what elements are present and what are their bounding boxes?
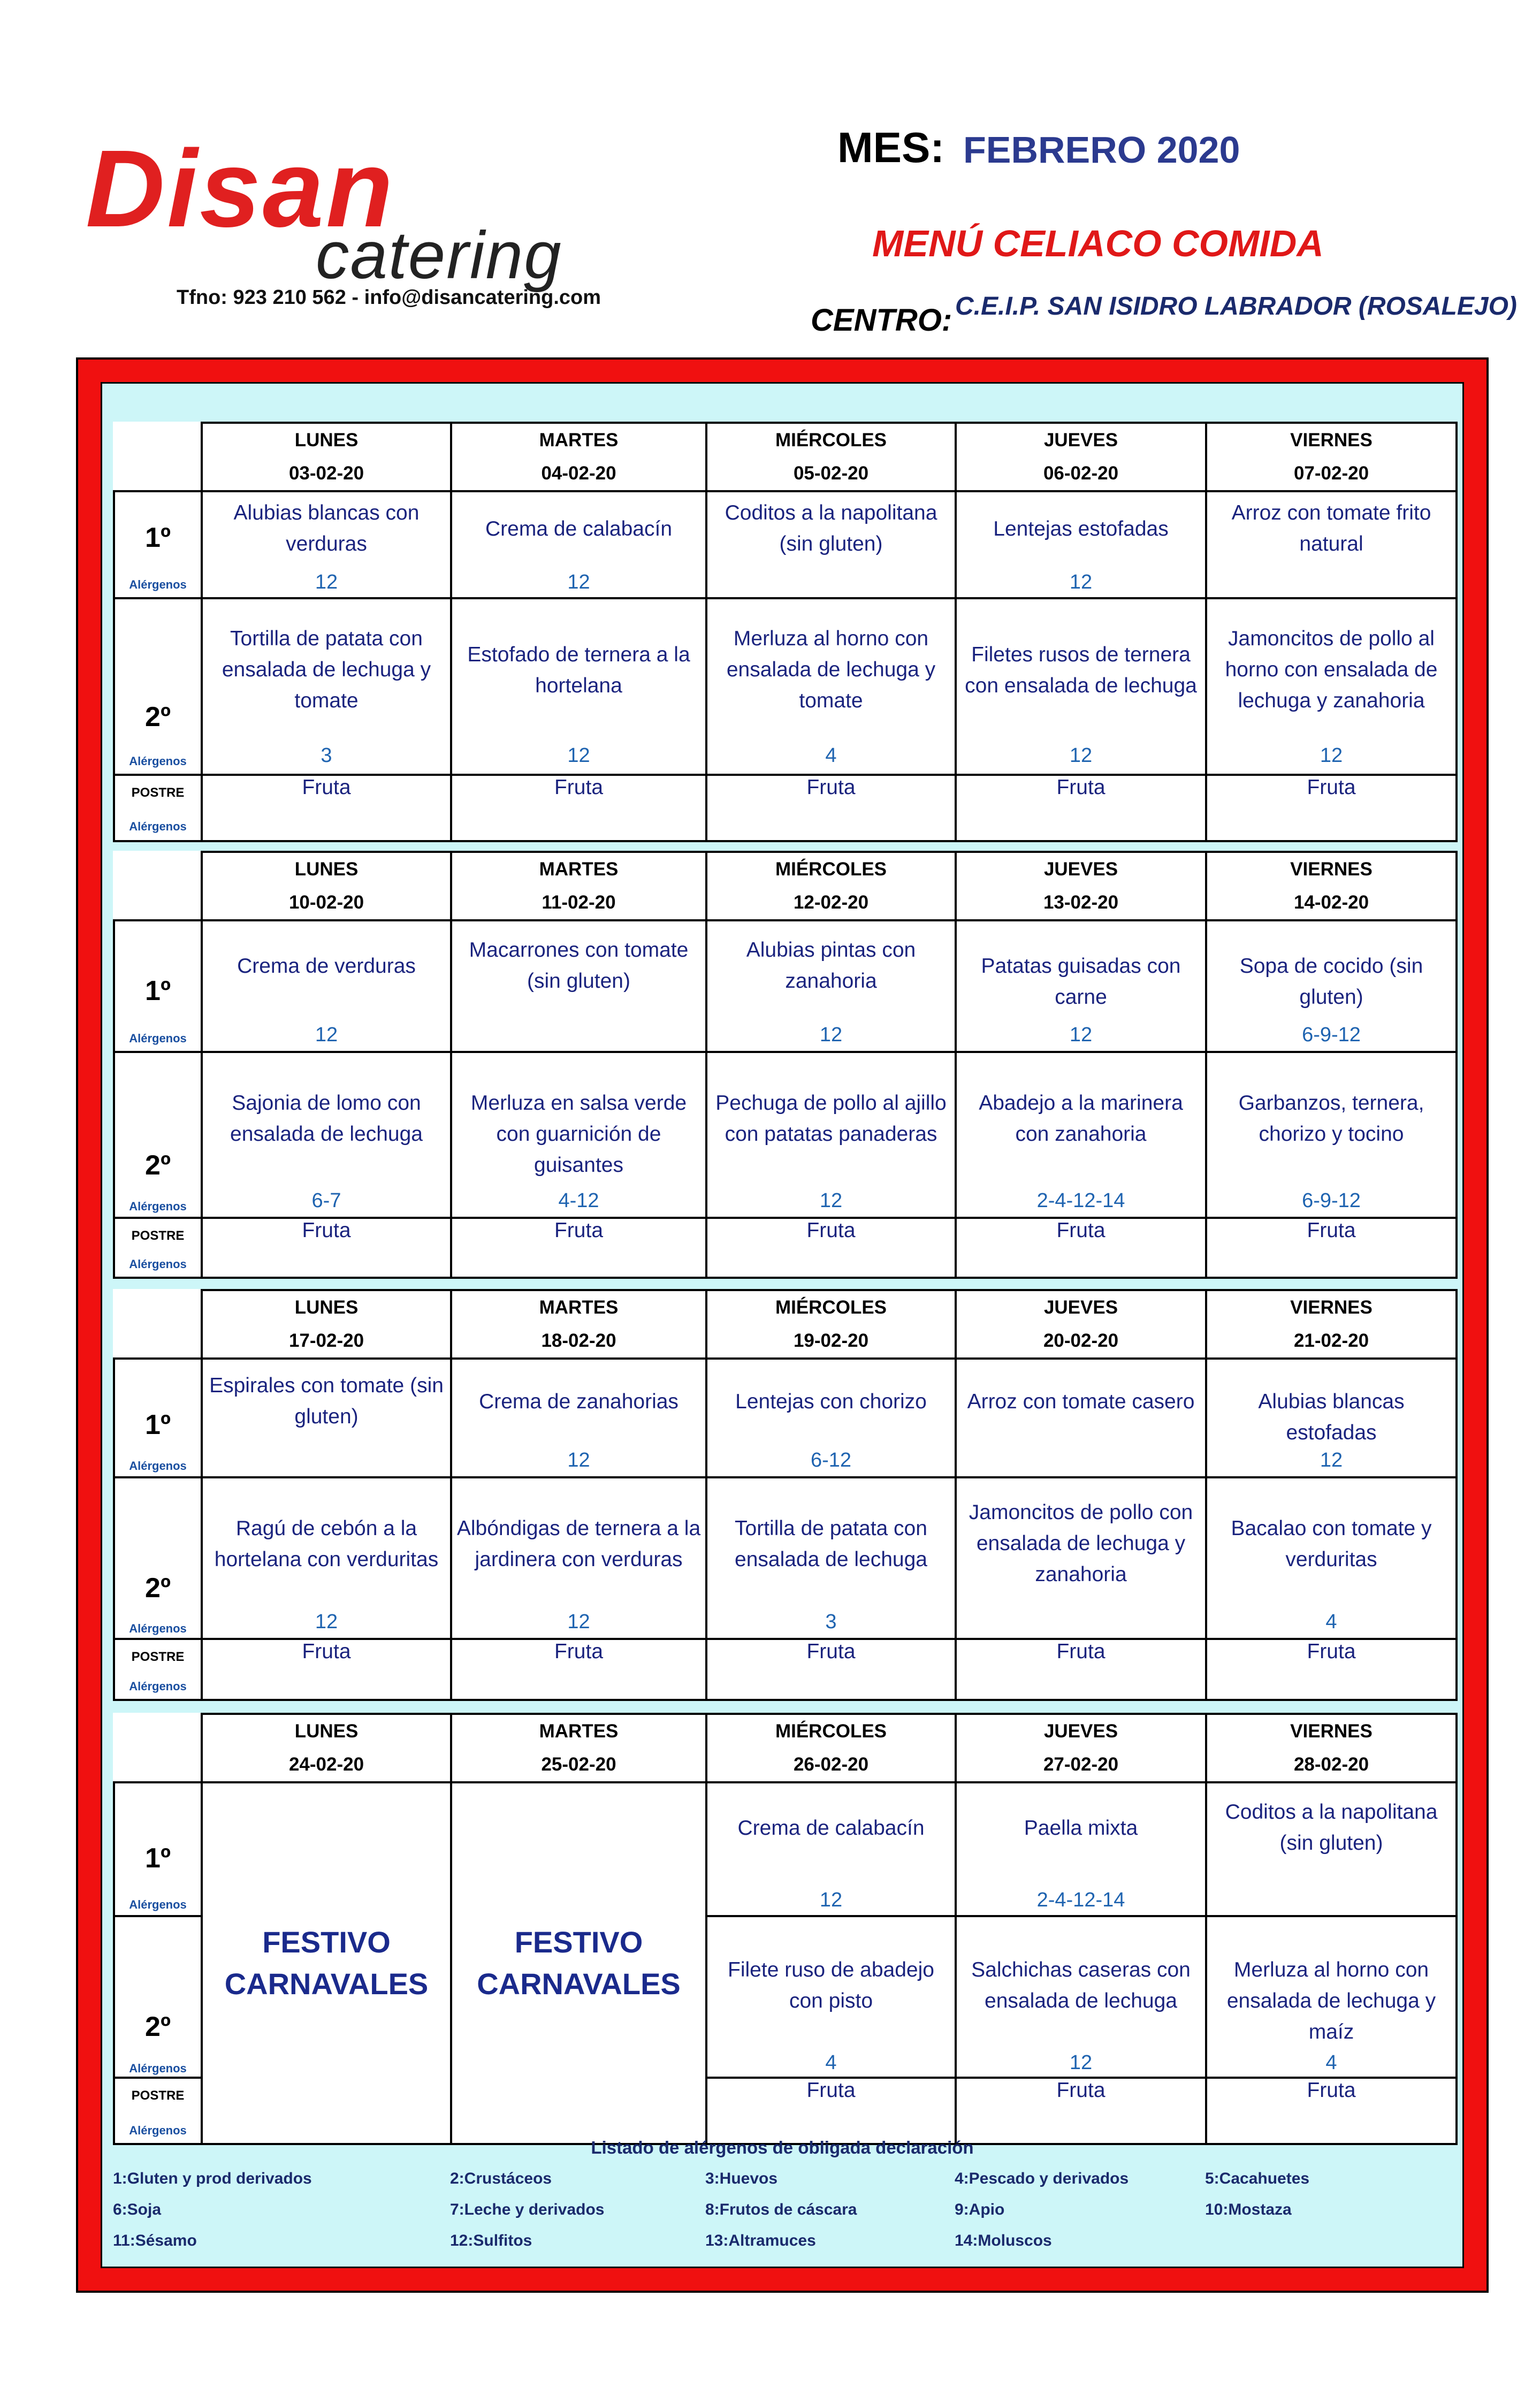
dessert-cell: Fruta bbox=[451, 775, 706, 841]
day-header: MIÉRCOLES 19-02-20 bbox=[706, 1290, 956, 1359]
allergen-legend-item: 6:Soja bbox=[113, 2201, 162, 2218]
dessert-cell: Fruta bbox=[1206, 775, 1457, 841]
day-header: MIÉRCOLES 26-02-20 bbox=[706, 1714, 956, 1782]
dessert-label: POSTRE Alérgenos bbox=[114, 775, 202, 841]
meal-cell: Bacalao con tomate y verduritas 4 bbox=[1206, 1477, 1457, 1639]
meal-cell: Coditos a la napolitana (sin gluten) bbox=[706, 491, 956, 598]
week-table-2 bbox=[113, 851, 1458, 1279]
day-header: MARTES 18-02-20 bbox=[451, 1290, 706, 1359]
day-header: VIERNES 14-02-20 bbox=[1206, 852, 1457, 920]
second-course-label: 2º Alérgenos bbox=[114, 1916, 202, 2078]
allergen-legend-item: 11:Sésamo bbox=[113, 2232, 197, 2249]
holiday-cell: FESTIVO CARNAVALES bbox=[202, 1782, 451, 2144]
meal-cell: Lentejas con chorizo 6-12 bbox=[706, 1359, 956, 1477]
allergen-legend-item: 5:Cacahuetes bbox=[1205, 2170, 1310, 2187]
day-header: MIÉRCOLES 12-02-20 bbox=[706, 852, 956, 920]
day-header: LUNES 24-02-20 bbox=[202, 1714, 451, 1782]
meal-cell: Merluza al horno con ensalada de lechuga y tomate 4 bbox=[706, 598, 956, 775]
meal-cell: Crema de calabacín 12 bbox=[706, 1782, 956, 1916]
meal-cell: Espirales con tomate (sin gluten) bbox=[202, 1359, 451, 1477]
day-header: JUEVES 27-02-20 bbox=[956, 1714, 1206, 1782]
meal-cell: Salchichas caseras con ensalada de lechuga 12 bbox=[956, 1916, 1206, 2078]
menu-inner-panel bbox=[101, 382, 1464, 2268]
allergen-legend-title: Listado de alérgenos de obligada declaración bbox=[591, 2138, 974, 2157]
allergen-legend-item: 8:Frutos de cáscara bbox=[705, 2201, 857, 2218]
dessert-cell: Fruta bbox=[956, 1639, 1206, 1700]
week-table-4 bbox=[113, 1713, 1458, 2145]
meal-cell: Lentejas estofadas 12 bbox=[956, 491, 1206, 598]
meal-cell: Alubias pintas con zanahoria 12 bbox=[706, 920, 956, 1052]
corner-blank bbox=[114, 1714, 202, 1782]
dessert-cell: Fruta bbox=[451, 1639, 706, 1700]
day-header: VIERNES 21-02-20 bbox=[1206, 1290, 1457, 1359]
logo-sub-text: catering bbox=[316, 218, 562, 293]
meal-cell: Jamoncitos de pollo con ensalada de lechuga y zanahoria bbox=[956, 1477, 1206, 1639]
dessert-cell: Fruta bbox=[956, 2078, 1206, 2144]
meal-cell: Jamoncitos de pollo al horno con ensalada de lechuga y zanahoria 12 bbox=[1206, 598, 1457, 775]
allergen-legend-item: 10:Mostaza bbox=[1205, 2201, 1292, 2218]
holiday-cell: FESTIVO CARNAVALES bbox=[451, 1782, 706, 2144]
month-value: FEBRERO 2020 bbox=[963, 129, 1240, 171]
meal-cell: Merluza al horno con ensalada de lechuga y maíz 4 bbox=[1206, 1916, 1457, 2078]
meal-cell: Ragú de cebón a la hortelana con verduritas 12 bbox=[202, 1477, 451, 1639]
meal-cell: Pechuga de pollo al ajillo con patatas panaderas 12 bbox=[706, 1052, 956, 1218]
dessert-label: POSTRE Alérgenos bbox=[114, 1639, 202, 1700]
meal-cell: Filetes rusos de ternera con ensalada de lechuga 12 bbox=[956, 598, 1206, 775]
dessert-cell: Fruta bbox=[202, 1218, 451, 1278]
day-header: VIERNES 28-02-20 bbox=[1206, 1714, 1457, 1782]
menu-frame bbox=[76, 357, 1489, 2293]
day-header: MARTES 11-02-20 bbox=[451, 852, 706, 920]
dessert-cell: Fruta bbox=[706, 2078, 956, 2144]
disan-catering-logo bbox=[86, 127, 567, 294]
day-header: JUEVES 13-02-20 bbox=[956, 852, 1206, 920]
meal-cell: Alubias blancas estofadas 12 bbox=[1206, 1359, 1457, 1477]
center-value: C.E.I.P. SAN ISIDRO LABRADOR (ROSALEJO) bbox=[955, 292, 1517, 321]
meal-cell: Tortilla de patata con ensalada de lechuga 3 bbox=[706, 1477, 956, 1639]
dessert-cell: Fruta bbox=[202, 775, 451, 841]
allergen-legend-item: 9:Apio bbox=[955, 2201, 1005, 2218]
meal-cell: Alubias blancas con verduras 12 bbox=[202, 491, 451, 598]
day-header: JUEVES 06-02-20 bbox=[956, 423, 1206, 491]
logo-main-text: Disan bbox=[86, 127, 395, 250]
second-course-label: 2º Alérgenos bbox=[114, 1052, 202, 1218]
corner-blank bbox=[114, 852, 202, 920]
meal-cell: Arroz con tomate frito natural bbox=[1206, 491, 1457, 598]
month-label: MES: bbox=[837, 124, 944, 171]
day-header: LUNES 03-02-20 bbox=[202, 423, 451, 491]
first-course-label: 1º Alérgenos bbox=[114, 920, 202, 1052]
meal-cell: Sajonia de lomo con ensalada de lechuga 6-7 bbox=[202, 1052, 451, 1218]
allergen-legend-item: 2:Crustáceos bbox=[450, 2170, 552, 2187]
meal-cell: Crema de verduras 12 bbox=[202, 920, 451, 1052]
dessert-cell: Fruta bbox=[956, 775, 1206, 841]
dessert-cell: Fruta bbox=[202, 1639, 451, 1700]
second-course-label: 2º Alérgenos bbox=[114, 1477, 202, 1639]
day-header: MARTES 04-02-20 bbox=[451, 423, 706, 491]
allergen-legend-item: 14:Moluscos bbox=[955, 2232, 1052, 2249]
meal-cell: Arroz con tomate casero bbox=[956, 1359, 1206, 1477]
contact-info: Tfno: 923 210 562 - info@disancatering.com bbox=[177, 286, 601, 309]
allergen-legend-item: 7:Leche y derivados bbox=[450, 2201, 605, 2218]
week-table-1 bbox=[113, 422, 1458, 842]
dessert-cell: Fruta bbox=[1206, 1639, 1457, 1700]
meal-cell: Coditos a la napolitana (sin gluten) bbox=[1206, 1782, 1457, 1916]
day-header: LUNES 17-02-20 bbox=[202, 1290, 451, 1359]
allergen-legend-item: 12:Sulfitos bbox=[450, 2232, 532, 2249]
meal-cell: Abadejo a la marinera con zanahoria 2-4-12-14 bbox=[956, 1052, 1206, 1218]
meal-cell: Macarrones con tomate (sin gluten) bbox=[451, 920, 706, 1052]
first-course-label: 1º Alérgenos bbox=[114, 1782, 202, 1916]
second-course-label: 2º Alérgenos bbox=[114, 598, 202, 775]
meal-cell: Sopa de cocido (sin gluten) 6-9-12 bbox=[1206, 920, 1457, 1052]
corner-blank bbox=[114, 423, 202, 491]
day-header: MIÉRCOLES 05-02-20 bbox=[706, 423, 956, 491]
day-header: JUEVES 20-02-20 bbox=[956, 1290, 1206, 1359]
day-header: LUNES 10-02-20 bbox=[202, 852, 451, 920]
day-header: VIERNES 07-02-20 bbox=[1206, 423, 1457, 491]
allergen-legend-item: 13:Altramuces bbox=[705, 2232, 816, 2249]
meal-cell: Crema de calabacín 12 bbox=[451, 491, 706, 598]
first-course-label: 1º Alérgenos bbox=[114, 1359, 202, 1477]
dessert-label: POSTRE Alérgenos bbox=[114, 2078, 202, 2144]
meal-cell: Merluza en salsa verde con guarnición de guisantes 4-12 bbox=[451, 1052, 706, 1218]
week-table-3 bbox=[113, 1289, 1458, 1701]
dessert-cell: Fruta bbox=[706, 1639, 956, 1700]
meal-cell: Estofado de ternera a la hortelana 12 bbox=[451, 598, 706, 775]
corner-blank bbox=[114, 1290, 202, 1359]
meal-cell: Filete ruso de abadejo con pisto 4 bbox=[706, 1916, 956, 2078]
dessert-cell: Fruta bbox=[1206, 1218, 1457, 1278]
center-label: CENTRO: bbox=[811, 303, 952, 338]
meal-cell: Albóndigas de ternera a la jardinera con verduras 12 bbox=[451, 1477, 706, 1639]
meal-cell: Tortilla de patata con ensalada de lechuga y tomate 3 bbox=[202, 598, 451, 775]
meal-cell: Paella mixta 2-4-12-14 bbox=[956, 1782, 1206, 1916]
dessert-cell: Fruta bbox=[956, 1218, 1206, 1278]
first-course-label: 1º Alérgenos bbox=[114, 491, 202, 598]
day-header: MARTES 25-02-20 bbox=[451, 1714, 706, 1782]
meal-cell: Crema de zanahorias 12 bbox=[451, 1359, 706, 1477]
allergen-legend-item: 4:Pescado y derivados bbox=[955, 2170, 1129, 2187]
menu-title: MENÚ CELIACO COMIDA bbox=[872, 223, 1324, 264]
dessert-cell: Fruta bbox=[1206, 2078, 1457, 2144]
meal-cell: Garbanzos, ternera, chorizo y tocino 6-9-12 bbox=[1206, 1052, 1457, 1218]
allergen-legend-item: 1:Gluten y prod derivados bbox=[113, 2170, 312, 2187]
meal-cell: Patatas guisadas con carne 12 bbox=[956, 920, 1206, 1052]
dessert-cell: Fruta bbox=[706, 1218, 956, 1278]
dessert-label: POSTRE Alérgenos bbox=[114, 1218, 202, 1278]
allergen-legend-item: 3:Huevos bbox=[705, 2170, 778, 2187]
dessert-cell: Fruta bbox=[451, 1218, 706, 1278]
dessert-cell: Fruta bbox=[706, 775, 956, 841]
